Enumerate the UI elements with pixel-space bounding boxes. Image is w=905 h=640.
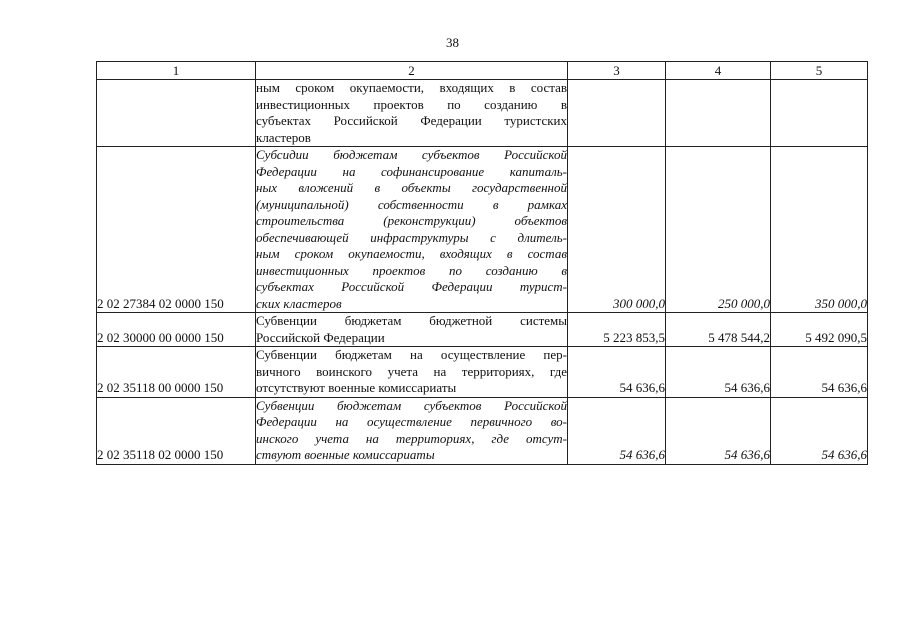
description-line: субъектах Российской Федерации туристских: [256, 113, 567, 128]
table-row: [97, 397, 868, 464]
description-cell: [256, 347, 568, 398]
description-line: вичного воинского учета на территориях, где: [256, 363, 567, 379]
description-line: Субвенции бюджетам субъектов Российской: [256, 397, 567, 413]
header-col-2: 2: [256, 62, 568, 80]
value-col-3: 54 636,6: [568, 397, 666, 464]
value-col-5: 54 636,6: [771, 397, 868, 464]
description-line: инского учета на территориях, где отсут-: [256, 430, 567, 446]
header-col-1: 1: [97, 62, 256, 80]
header-col-5: 5: [771, 62, 868, 80]
description-line: Федерации на софинансирование капиталь-: [256, 163, 567, 179]
description-line: Субвенции бюджетам бюджетной системы: [256, 313, 567, 328]
description-cell: [256, 397, 568, 464]
table-row: [97, 80, 868, 147]
description-line: инвестиционных проектов по созданию в: [256, 262, 567, 278]
table-row-total: [97, 313, 868, 347]
value-col-5: 5 492 090,5: [771, 313, 868, 347]
value-col-4: 250 000,0: [666, 147, 771, 313]
description-line: (муниципальной) собственности в рамках: [256, 196, 567, 212]
value-col-5: 54 636,6: [771, 347, 868, 398]
description-line: Федерации на осуществление первичного во-: [256, 414, 567, 429]
description-cell: [256, 80, 568, 147]
description-line: ных вложений в объекты государственной: [256, 180, 567, 195]
value-col-3: 54 636,6: [568, 347, 666, 398]
value-col-4: 5 478 544,2: [666, 313, 771, 347]
description-line: субъектах Российской Федерации турист-: [256, 279, 567, 294]
header-col-4: 4: [666, 62, 771, 80]
budget-revenue-table: [96, 61, 868, 465]
description-line: ских кластеров: [256, 295, 342, 311]
budget-code-cell: 2 02 30000 00 0000 150: [97, 313, 256, 347]
budget-code-cell: [97, 80, 256, 147]
value-col-3: 5 223 853,5: [568, 313, 666, 347]
description-line: отсутствуют военные комиссариаты: [256, 380, 457, 395]
description-line: Российской Федерации: [256, 329, 385, 345]
value-col-4: [666, 80, 771, 147]
value-col-4: 54 636,6: [666, 347, 771, 398]
budget-code-cell: 2 02 27384 02 0000 150: [97, 147, 256, 313]
table-header-row: [97, 62, 868, 80]
description-line: Субсидии бюджетам субъектов Российской: [256, 147, 567, 162]
budget-code-cell: 2 02 35118 02 0000 150: [97, 397, 256, 464]
header-col-3: 3: [568, 62, 666, 80]
description-line: строительства (реконструкции) объектов: [256, 213, 567, 228]
value-col-4: 54 636,6: [666, 397, 771, 464]
description-cell: [256, 147, 568, 313]
value-col-5: 350 000,0: [771, 147, 868, 313]
table-row: [97, 347, 868, 398]
description-line: инвестиционных проектов по созданию в: [256, 96, 567, 112]
value-col-3: [568, 80, 666, 147]
description-line: Субвенции бюджетам на осуществление пер-: [256, 347, 567, 362]
description-line: обеспечивающей инфраструктуры с длитель-: [256, 229, 567, 245]
description-line: ным сроком окупаемости, входящих в состав: [256, 246, 567, 261]
value-col-5: [771, 80, 868, 147]
budget-code-cell: 2 02 35118 00 0000 150: [97, 347, 256, 398]
description-line: ствуют военные комиссариаты: [256, 447, 435, 462]
description-line: кластеров: [256, 129, 311, 145]
description-cell: [256, 313, 568, 347]
page-number: 38: [446, 35, 459, 50]
value-col-3: 300 000,0: [568, 147, 666, 313]
description-line: ным сроком окупаемости, входящих в состав: [256, 80, 567, 95]
table-row: [97, 147, 868, 313]
